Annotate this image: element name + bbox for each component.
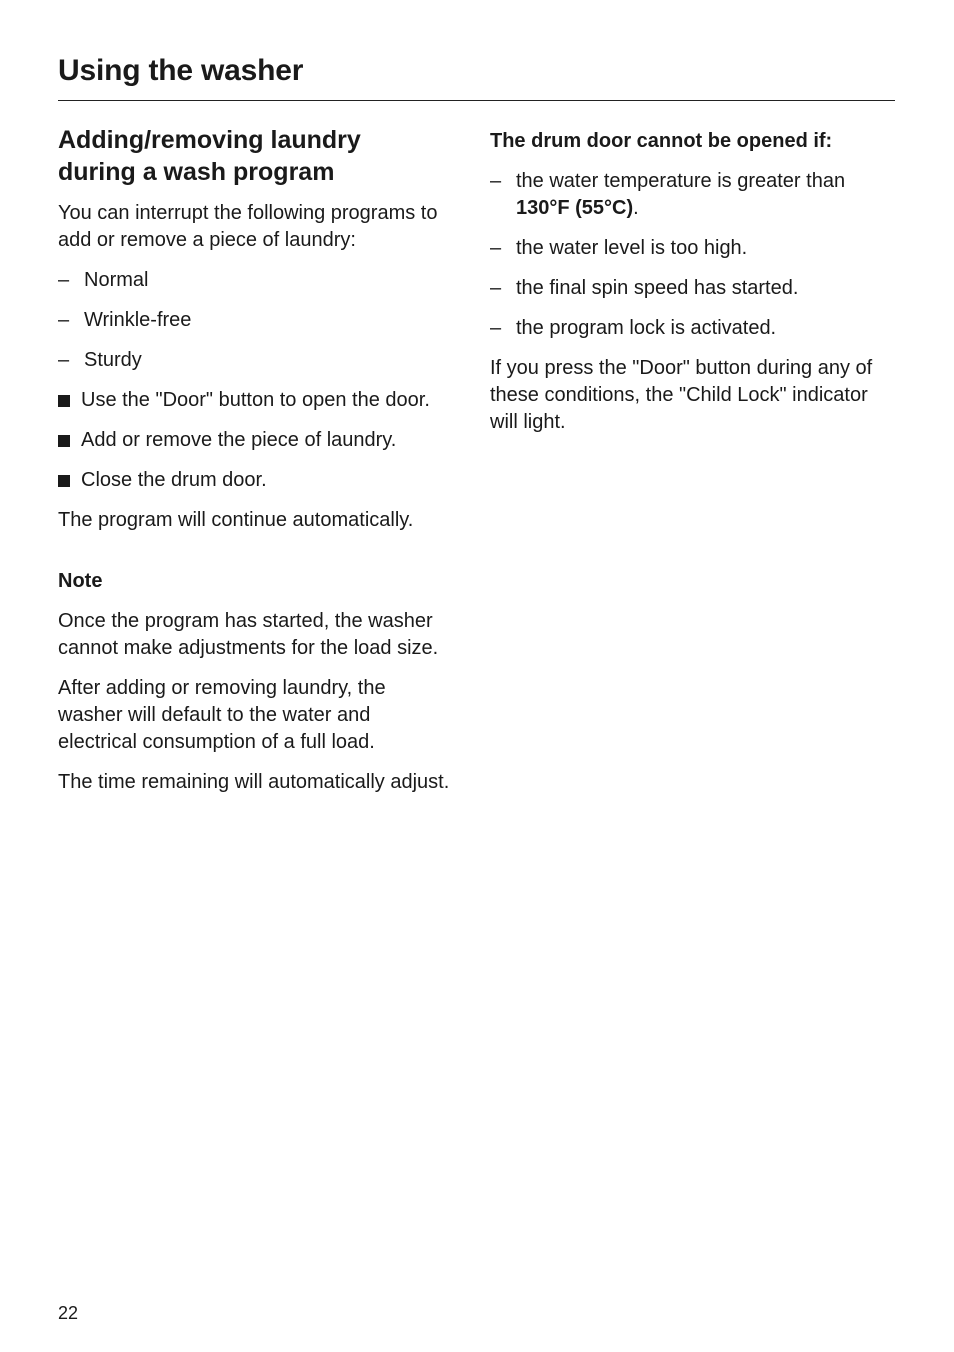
square-bullet-icon bbox=[58, 395, 70, 407]
program-normal: Normal bbox=[84, 269, 149, 291]
condition-water-level: the water level is too high. bbox=[516, 237, 748, 259]
square-bullet-icon bbox=[58, 435, 70, 447]
note-paragraph: The time remaining will automatically adjust. bbox=[58, 771, 450, 793]
list-item bbox=[58, 467, 453, 494]
right-column bbox=[490, 128, 900, 449]
note-paragraph: After adding or removing laundry, the washer will default to the water and electrical consumption of a full load. bbox=[58, 677, 386, 753]
list-item bbox=[490, 168, 900, 222]
list-item bbox=[58, 347, 453, 374]
step-add-remove: Add or remove the piece of laundry. bbox=[81, 429, 397, 451]
list-item bbox=[58, 427, 453, 454]
section-heading bbox=[58, 124, 453, 188]
dash-bullet: – bbox=[490, 277, 502, 299]
page-title: Using the washer bbox=[58, 54, 304, 87]
dash-bullet: – bbox=[58, 309, 70, 331]
condition-temperature-text: the water temperature is greater than bbox=[516, 170, 846, 192]
section-heading-line-2: during a wash program bbox=[58, 158, 335, 186]
temperature-value: 130°F (55°C) bbox=[516, 197, 634, 219]
condition-list bbox=[490, 168, 900, 342]
list-item bbox=[490, 275, 900, 302]
section-heading-line-1: Adding/removing laundry bbox=[58, 126, 361, 154]
condition-program-lock: the program lock is activated. bbox=[516, 317, 777, 339]
program-list bbox=[58, 267, 453, 374]
list-item bbox=[58, 387, 453, 414]
list-item bbox=[490, 235, 900, 262]
intro-paragraph: You can interrupt the following programs to add or remove a piece of laundry: bbox=[58, 202, 438, 251]
header-divider bbox=[58, 100, 895, 101]
step-open-door: Use the "Door" button to open the door. bbox=[81, 389, 430, 411]
condition-final-spin: the final spin speed has started. bbox=[516, 277, 799, 299]
note-heading: Note bbox=[58, 570, 103, 592]
dash-bullet: – bbox=[58, 269, 70, 291]
program-sturdy: Sturdy bbox=[84, 349, 142, 371]
page-number: 22 bbox=[58, 1303, 79, 1323]
program-wrinkle-free: Wrinkle-free bbox=[84, 309, 192, 331]
step-close-door: Close the drum door. bbox=[81, 469, 267, 491]
dash-bullet: – bbox=[490, 317, 502, 339]
left-column bbox=[58, 124, 453, 809]
list-item bbox=[58, 307, 453, 334]
child-lock-paragraph: If you press the "Door" button during any of these conditions, the "Child Lock" indicator will light. bbox=[490, 357, 873, 433]
page-header bbox=[58, 52, 895, 90]
dash-bullet: – bbox=[490, 237, 502, 259]
square-bullet-icon bbox=[58, 475, 70, 487]
condition-temperature-suffix: . bbox=[633, 197, 639, 219]
door-conditions-heading: The drum door cannot be opened if: bbox=[490, 130, 833, 152]
list-item bbox=[490, 315, 900, 342]
step-list bbox=[58, 387, 453, 494]
note-paragraph: Once the program has started, the washer cannot make adjustments for the load size. bbox=[58, 610, 439, 659]
dash-bullet: – bbox=[58, 349, 70, 371]
list-item bbox=[58, 267, 453, 294]
continue-paragraph: The program will continue automatically. bbox=[58, 509, 414, 531]
dash-bullet: – bbox=[490, 170, 502, 192]
